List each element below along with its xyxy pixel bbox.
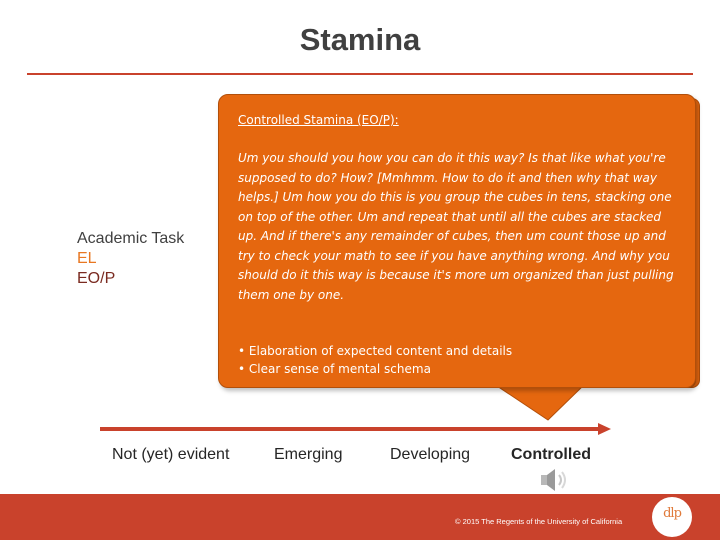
level-emerging: Emerging bbox=[274, 446, 343, 463]
slide-title: Stamina bbox=[299, 22, 421, 57]
eop-label: EO/P bbox=[77, 270, 116, 287]
level-developing: Developing bbox=[390, 446, 471, 463]
criteria-list bbox=[238, 342, 512, 378]
copyright-text: © 2015 The Regents of the University of California bbox=[455, 517, 623, 526]
logo-icon bbox=[652, 497, 692, 537]
el-label: EL bbox=[77, 250, 97, 267]
callout-heading: Controlled Stamina (EO/P): bbox=[238, 113, 399, 127]
arrow-head-icon bbox=[598, 423, 611, 435]
level-controlled: Controlled bbox=[511, 446, 591, 463]
stamina-callout bbox=[218, 94, 696, 388]
academic-task-text: Academic Task bbox=[77, 230, 185, 247]
speaker-icon[interactable] bbox=[540, 466, 572, 494]
logo-text: dlp bbox=[663, 506, 681, 521]
student-quote: Um you should you how you can do it this way? Is that like what you're supposed to do? How? [Mmhmm. How to do it and then why that way helps.] Um how you do this is you group the cubes in tens, stacking one on top of the other. Um and repeat that until all the cubes are stacked up. And if there's any remainder of cubes, then um count those up and try to check your math to see if you have anything wrong. And why you should do it this way is because it's more um organized than just pulling them one by one. bbox=[238, 151, 674, 302]
progression-axis bbox=[100, 422, 612, 436]
criteria-item: • Elaboration of expected content and details bbox=[238, 342, 512, 360]
level-not-yet-evident: Not (yet) evident bbox=[112, 446, 230, 463]
criteria-item: • Clear sense of mental schema bbox=[238, 360, 512, 378]
